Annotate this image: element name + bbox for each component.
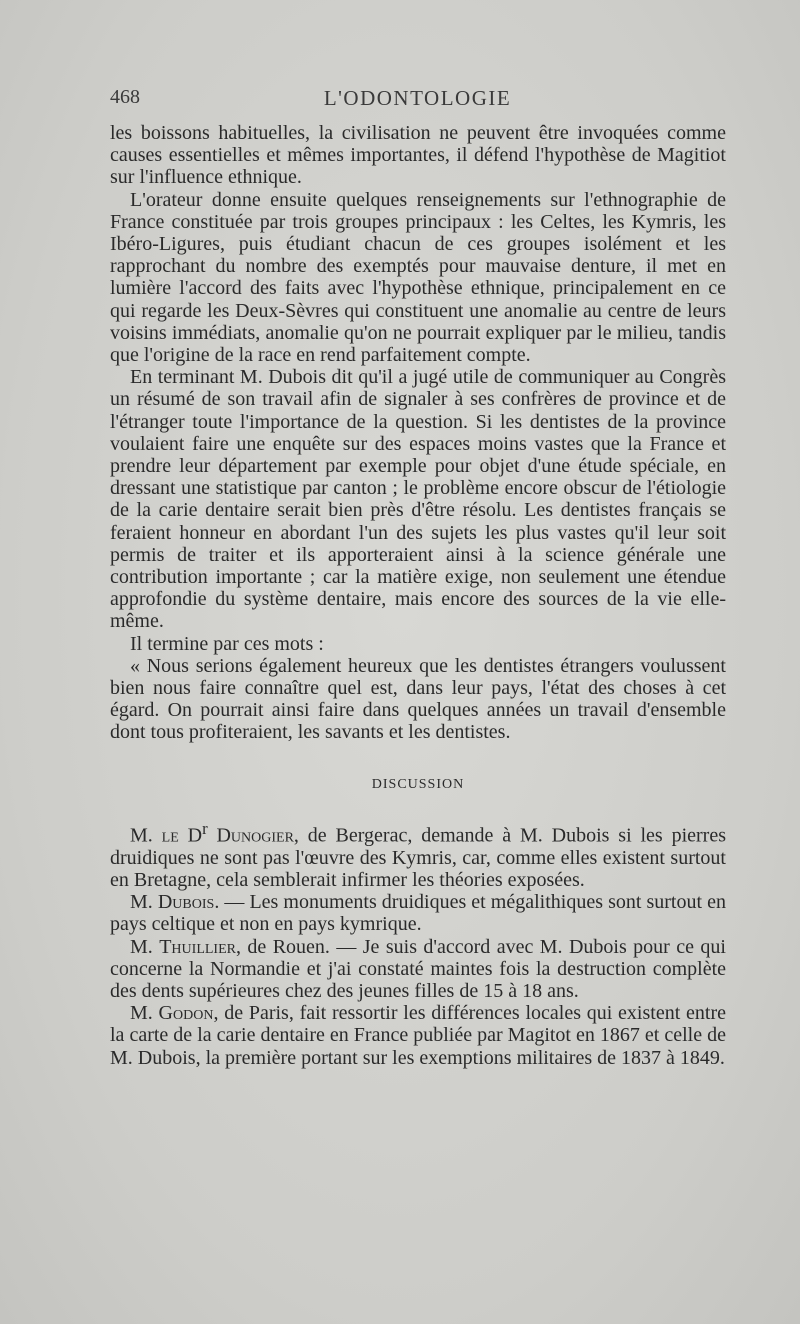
discussion-entry [110,891,726,935]
speaker-name: Dubois [157,891,215,914]
speaker-prefix: M. le D [130,824,203,847]
speaker-prefix: M. [130,891,158,914]
discussion-entry [110,818,726,891]
speaker-sup: r [202,818,208,838]
discussion-entry [110,936,726,1003]
speaker-name: Dunogier [207,824,294,847]
discussion-entry [110,1002,726,1069]
paragraph-continuation: les boissons habituelles, la civilisation ne peuvent être invoquées comme causes essentielles et mêmes importantes, il défend l'hypothèse de Magitiot sur l'influence ethnique. [110,122,726,189]
speaker-name: Godon [158,1002,214,1025]
entry-text: , de Paris, fait ressortir les différences locales qui existent entre la carte de la carie dentaire en France publiée par Magitot en 1867 et celle de M. Dubois, la première portant sur les exemptions militaires de 1837 à 1849. [110,1002,726,1069]
running-title: L'ODONTOLOGIE [323,86,512,110]
speaker-prefix: M. [130,1002,159,1025]
paragraph-conclusion: En terminant M. Dubois dit qu'il a jugé utile de communiquer au Congrès un résumé de son travail afin de signaler à ses confrères de province et de l'étranger toute l'importance de la question. Si les dentistes de la province voulaient faire une enquête sur des espaces moins vastes que la France et prendre leur département par exemple pour objet d'une étude spéciale, en dressant une statistique par canton ; le problème encore obscur de l'étiologie de la carie dentaire serait bien près d'être résolu. Les dentistes français se feraient honneur en abordant l'un des sujets les plus vastes qu'il leur soit permis de traiter et ils apporteraient ainsi à la science générale une contribution importante ; car la matière exige, non seulement une étendue approfondie du système dentaire, mais encore des sources de la vie elle-même. [110,366,726,633]
paragraph-ethnography: L'orateur donne ensuite quelques renseignements sur l'ethnographie de France constituée par trois groupes principaux : les Celtes, les Kymris, les Ibéro-Ligures, puis étudiant chacun de ces groupes isolément et les rapprochant du nombre des exemptés pour mauvaise denture, il met en lumière l'accord des faits avec l'hypothèse ethnique, principalement en ce qui regarde les Deux-Sèvres qui constituent une anomalie au centre de leurs voisins immédiats, anomalie qu'on ne pourrait expliquer par le milieu, tandis que l'origine de la race en rend parfaitement compte. [110,188,726,367]
paragraph-quote: « Nous serions également heureux que les dentistes étrangers voulussent bien nous faire connaître quel est, dans leur pays, l'état des choses à cet égard. On pourrait ainsi faire dans quelques années un travail d'ensemble dont tous profiteraient, les savants et les dentistes. [110,654,726,744]
page-number: 468 [110,86,140,108]
page-body [110,122,726,1069]
speaker-name: Thuillier [159,935,236,958]
entry-text: , de Rouen. — Je suis d'accord avec M. Dubois pour ce qui concerne la Normandie et j'ai constaté maintes fois la destruction complète des dents supérieures chez des jeunes filles de 15 à 18 ans. [110,935,726,1002]
paragraph-closing-words: Il termine par ces mots : [130,632,324,655]
page-header [110,86,725,114]
entry-text: . — Les monuments druidiques et mégalithiques sont surtout en pays celtique et non en pays kymrique. [110,891,726,936]
speaker-prefix: M. [130,935,160,958]
discussion-title: DISCUSSION [371,776,465,792]
entry-text: , de Bergerac, demande à M. Dubois si les pierres druidiques ne sont pas l'œuvre des Kymris, car, comme elles existent surtout en Bretagne, cela semblerait infirmer les théories exposées. [110,824,726,891]
